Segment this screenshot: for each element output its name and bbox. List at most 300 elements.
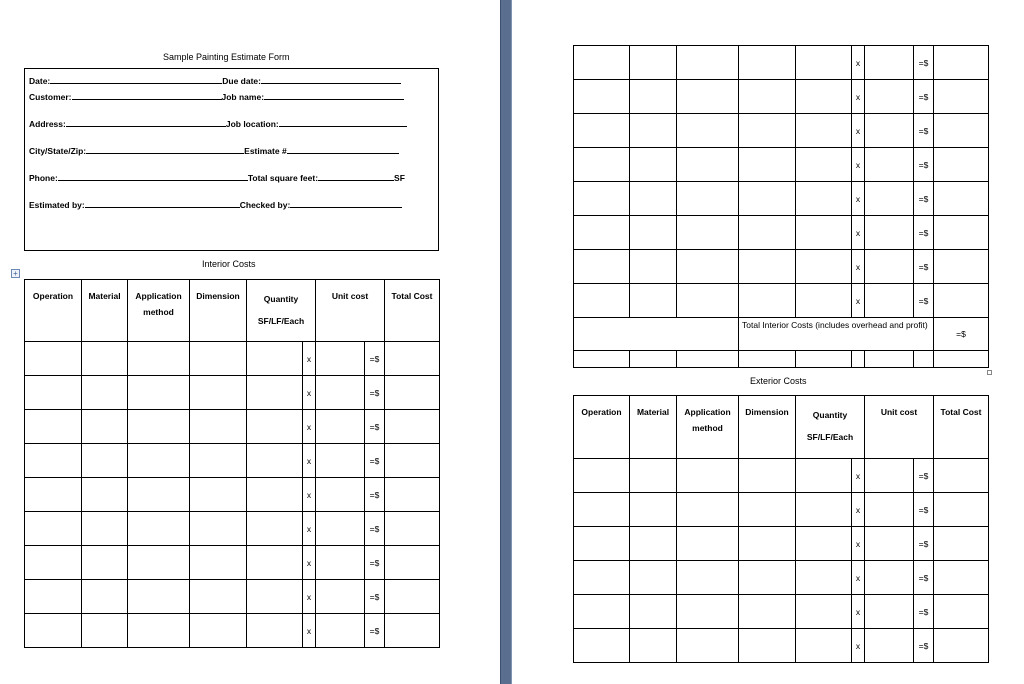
equals-cell: =$ bbox=[914, 250, 934, 284]
equals-cell: =$ bbox=[365, 512, 385, 546]
empty-cell[interactable] bbox=[796, 351, 852, 368]
empty-cell[interactable] bbox=[574, 351, 630, 368]
table-row bbox=[574, 148, 989, 182]
application-cell[interactable] bbox=[128, 546, 190, 580]
empty-cell[interactable] bbox=[852, 351, 865, 368]
address-label: Address: bbox=[29, 119, 66, 129]
multiply-cell: x bbox=[852, 561, 865, 595]
material-cell[interactable] bbox=[630, 527, 677, 561]
quantity-cell[interactable] bbox=[247, 614, 303, 648]
unit-cost-cell[interactable] bbox=[865, 561, 914, 595]
multiply-cell: x bbox=[852, 182, 865, 216]
application-cell[interactable] bbox=[677, 284, 739, 318]
table-row bbox=[574, 527, 989, 561]
quantity-cell[interactable] bbox=[796, 493, 852, 527]
unit-cost-cell[interactable] bbox=[865, 595, 914, 629]
job-name-field[interactable] bbox=[264, 98, 404, 100]
material-cell[interactable] bbox=[82, 410, 128, 444]
interior-total-row bbox=[574, 318, 989, 351]
empty-cell[interactable] bbox=[914, 351, 934, 368]
operation-cell[interactable] bbox=[25, 478, 82, 512]
exterior-costs-title: Exterior Costs bbox=[750, 376, 807, 386]
material-cell[interactable] bbox=[82, 478, 128, 512]
multiply-cell: x bbox=[303, 580, 316, 614]
unit-cost-cell[interactable] bbox=[316, 512, 365, 546]
multiply-cell: x bbox=[852, 284, 865, 318]
operation-cell[interactable] bbox=[25, 410, 82, 444]
table-row bbox=[574, 182, 989, 216]
dimension-cell[interactable] bbox=[739, 493, 796, 527]
quantity-cell[interactable] bbox=[796, 595, 852, 629]
material-cell[interactable] bbox=[82, 580, 128, 614]
col-operation: Operation bbox=[25, 280, 82, 342]
application-cell[interactable] bbox=[677, 561, 739, 595]
application-cell[interactable] bbox=[677, 182, 739, 216]
table-row bbox=[25, 444, 440, 478]
unit-cost-cell[interactable] bbox=[865, 148, 914, 182]
ext-col-dimension: Dimension bbox=[739, 396, 796, 459]
dimension-cell[interactable] bbox=[739, 114, 796, 148]
ext-col-operation: Operation bbox=[574, 396, 630, 459]
equals-cell: =$ bbox=[365, 614, 385, 648]
date-label: Date: bbox=[29, 76, 51, 86]
unit-cost-cell[interactable] bbox=[865, 250, 914, 284]
multiply-cell: x bbox=[852, 216, 865, 250]
application-cell[interactable] bbox=[677, 527, 739, 561]
table-move-handle-icon[interactable]: + bbox=[11, 269, 20, 278]
application-cell[interactable] bbox=[128, 410, 190, 444]
col-dimension: Dimension bbox=[190, 280, 247, 342]
material-cell[interactable] bbox=[82, 342, 128, 376]
table-row bbox=[25, 580, 440, 614]
operation-cell[interactable] bbox=[574, 284, 630, 318]
total-interior-costs-label: Total Interior Costs (includes overhead and profit) bbox=[739, 318, 934, 351]
total-cost-cell[interactable] bbox=[934, 216, 989, 250]
operation-cell[interactable] bbox=[574, 216, 630, 250]
total-cost-cell[interactable] bbox=[934, 629, 989, 663]
dimension-cell[interactable] bbox=[739, 284, 796, 318]
dimension-cell[interactable] bbox=[190, 376, 247, 410]
material-cell[interactable] bbox=[630, 284, 677, 318]
table-row bbox=[25, 546, 440, 580]
quantity-cell[interactable] bbox=[247, 478, 303, 512]
dimension-cell[interactable] bbox=[739, 459, 796, 493]
col-total-cost: Total Cost bbox=[385, 280, 440, 342]
quantity-units-label: SF/LF/Each bbox=[257, 316, 305, 326]
total-sq-ft-label: Total square feet: bbox=[247, 173, 319, 183]
operation-cell[interactable] bbox=[25, 342, 82, 376]
material-cell[interactable] bbox=[82, 512, 128, 546]
dimension-cell[interactable] bbox=[739, 182, 796, 216]
operation-cell[interactable] bbox=[25, 546, 82, 580]
phone-label: Phone: bbox=[29, 173, 58, 183]
total-cost-cell[interactable] bbox=[934, 527, 989, 561]
operation-cell[interactable] bbox=[25, 580, 82, 614]
operation-cell[interactable] bbox=[25, 444, 82, 478]
unit-cost-cell[interactable] bbox=[316, 478, 365, 512]
equals-cell: =$ bbox=[914, 459, 934, 493]
total-sq-ft-field[interactable] bbox=[318, 179, 394, 181]
operation-cell[interactable] bbox=[574, 459, 630, 493]
ext-quantity-units-label: SF/LF/Each bbox=[806, 432, 854, 442]
dimension-cell[interactable] bbox=[190, 512, 247, 546]
application-cell[interactable] bbox=[677, 46, 739, 80]
table-row bbox=[574, 561, 989, 595]
quantity-cell[interactable] bbox=[796, 250, 852, 284]
dimension-cell[interactable] bbox=[190, 478, 247, 512]
exterior-costs-table bbox=[573, 395, 989, 663]
unit-cost-cell[interactable] bbox=[316, 614, 365, 648]
total-cost-cell[interactable] bbox=[385, 444, 440, 478]
multiply-cell: x bbox=[852, 46, 865, 80]
checked-by-field[interactable] bbox=[290, 206, 402, 208]
ext-col-unit-cost: Unit cost bbox=[865, 396, 934, 459]
checked-by-label: Checked by: bbox=[239, 200, 291, 210]
unit-cost-cell[interactable] bbox=[865, 80, 914, 114]
table-row bbox=[574, 459, 989, 493]
dimension-cell[interactable] bbox=[739, 46, 796, 80]
unit-cost-cell[interactable] bbox=[865, 493, 914, 527]
estimated-row bbox=[29, 200, 402, 210]
multiply-cell: x bbox=[852, 629, 865, 663]
empty-cell[interactable] bbox=[677, 351, 739, 368]
table-row bbox=[574, 250, 989, 284]
dimension-cell[interactable] bbox=[739, 527, 796, 561]
equals-cell: =$ bbox=[365, 342, 385, 376]
unit-cost-cell[interactable] bbox=[865, 629, 914, 663]
equals-cell: =$ bbox=[914, 216, 934, 250]
total-cost-cell[interactable] bbox=[934, 284, 989, 318]
unit-cost-cell[interactable] bbox=[865, 527, 914, 561]
quantity-cell[interactable] bbox=[247, 376, 303, 410]
table-row bbox=[25, 512, 440, 546]
total-cost-cell[interactable] bbox=[934, 80, 989, 114]
multiply-cell: x bbox=[303, 546, 316, 580]
dimension-cell[interactable] bbox=[739, 148, 796, 182]
total-cost-cell[interactable] bbox=[934, 561, 989, 595]
phone-row bbox=[29, 173, 405, 183]
operation-cell[interactable] bbox=[574, 148, 630, 182]
ext-col-application-method: Application method bbox=[677, 396, 739, 459]
quantity-label: Quantity bbox=[263, 294, 299, 304]
table-row bbox=[25, 478, 440, 512]
equals-cell: =$ bbox=[365, 410, 385, 444]
document-page-1 bbox=[0, 0, 500, 684]
total-interior-costs-value[interactable]: =$ bbox=[934, 318, 989, 351]
form-title: Sample Painting Estimate Form bbox=[163, 52, 290, 62]
equals-cell: =$ bbox=[914, 561, 934, 595]
multiply-cell: x bbox=[303, 376, 316, 410]
total-cost-cell[interactable] bbox=[934, 493, 989, 527]
operation-cell[interactable] bbox=[574, 250, 630, 284]
date-field[interactable] bbox=[50, 82, 222, 84]
document-page-2 bbox=[512, 0, 1024, 684]
customer-info-box bbox=[24, 68, 439, 251]
phone-field[interactable] bbox=[58, 179, 248, 181]
operation-cell[interactable] bbox=[574, 182, 630, 216]
total-cost-cell[interactable] bbox=[385, 546, 440, 580]
total-cost-cell[interactable] bbox=[934, 250, 989, 284]
application-cell[interactable] bbox=[128, 512, 190, 546]
multiply-cell: x bbox=[303, 410, 316, 444]
quantity-cell[interactable] bbox=[247, 444, 303, 478]
table-row bbox=[574, 216, 989, 250]
total-cost-cell[interactable] bbox=[385, 580, 440, 614]
material-cell[interactable] bbox=[630, 629, 677, 663]
dimension-cell[interactable] bbox=[739, 629, 796, 663]
total-cost-cell[interactable] bbox=[934, 459, 989, 493]
total-cost-cell[interactable] bbox=[934, 182, 989, 216]
material-cell[interactable] bbox=[630, 493, 677, 527]
quantity-cell[interactable] bbox=[247, 546, 303, 580]
material-cell[interactable] bbox=[630, 595, 677, 629]
material-cell[interactable] bbox=[82, 614, 128, 648]
material-cell[interactable] bbox=[630, 459, 677, 493]
multiply-cell: x bbox=[303, 614, 316, 648]
operation-cell[interactable] bbox=[574, 595, 630, 629]
estimated-by-field[interactable] bbox=[85, 206, 240, 208]
unit-cost-cell[interactable] bbox=[316, 580, 365, 614]
quantity-cell[interactable] bbox=[796, 148, 852, 182]
application-cell[interactable] bbox=[128, 444, 190, 478]
multiply-cell: x bbox=[852, 527, 865, 561]
interior-costs-title: Interior Costs bbox=[202, 259, 256, 269]
application-cell[interactable] bbox=[128, 614, 190, 648]
operation-cell[interactable] bbox=[25, 614, 82, 648]
dimension-cell[interactable] bbox=[190, 580, 247, 614]
total-cost-cell[interactable] bbox=[934, 46, 989, 80]
application-cell[interactable] bbox=[677, 459, 739, 493]
application-cell[interactable] bbox=[677, 629, 739, 663]
customer-field[interactable] bbox=[72, 98, 222, 100]
unit-cost-cell[interactable] bbox=[865, 459, 914, 493]
operation-cell[interactable] bbox=[574, 80, 630, 114]
equals-cell: =$ bbox=[914, 284, 934, 318]
date-row bbox=[29, 76, 401, 86]
equals-cell: =$ bbox=[914, 148, 934, 182]
interior-costs-table bbox=[24, 279, 440, 648]
quantity-cell[interactable] bbox=[796, 459, 852, 493]
quantity-cell[interactable] bbox=[796, 216, 852, 250]
material-cell[interactable] bbox=[82, 376, 128, 410]
multiply-cell: x bbox=[852, 114, 865, 148]
operation-cell[interactable] bbox=[25, 376, 82, 410]
unit-cost-cell[interactable] bbox=[316, 342, 365, 376]
equals-cell: =$ bbox=[365, 444, 385, 478]
equals-cell: =$ bbox=[914, 182, 934, 216]
empty-cell[interactable] bbox=[865, 351, 914, 368]
table-row bbox=[574, 629, 989, 663]
total-cost-cell[interactable] bbox=[385, 512, 440, 546]
unit-cost-cell[interactable] bbox=[316, 376, 365, 410]
material-cell[interactable] bbox=[630, 148, 677, 182]
job-name-label: Job name: bbox=[221, 92, 265, 102]
city-row bbox=[29, 146, 399, 156]
customer-label: Customer: bbox=[29, 92, 72, 102]
operation-cell[interactable] bbox=[25, 512, 82, 546]
application-cell[interactable] bbox=[128, 478, 190, 512]
equals-cell: =$ bbox=[365, 580, 385, 614]
quantity-cell[interactable] bbox=[796, 80, 852, 114]
city-state-zip-field[interactable] bbox=[86, 152, 244, 154]
ext-col-material: Material bbox=[630, 396, 677, 459]
total-cost-cell[interactable] bbox=[385, 410, 440, 444]
col-application-method: Application method bbox=[128, 280, 190, 342]
material-cell[interactable] bbox=[630, 182, 677, 216]
multiply-cell: x bbox=[852, 493, 865, 527]
empty-cell[interactable] bbox=[630, 351, 677, 368]
total-cost-cell[interactable] bbox=[385, 342, 440, 376]
application-cell[interactable] bbox=[128, 342, 190, 376]
dimension-cell[interactable] bbox=[739, 561, 796, 595]
multiply-cell: x bbox=[852, 595, 865, 629]
operation-cell[interactable] bbox=[574, 114, 630, 148]
estimated-by-label: Estimated by: bbox=[29, 200, 85, 210]
sf-unit-label: SF bbox=[394, 173, 405, 183]
ext-col-quantity bbox=[796, 396, 865, 459]
ext-quantity-label: Quantity bbox=[812, 410, 848, 420]
quantity-cell[interactable] bbox=[247, 580, 303, 614]
table-row bbox=[574, 595, 989, 629]
operation-cell[interactable] bbox=[574, 561, 630, 595]
total-blank-cell bbox=[574, 318, 739, 351]
due-date-label: Due date: bbox=[222, 76, 261, 86]
quantity-cell[interactable] bbox=[796, 527, 852, 561]
material-cell[interactable] bbox=[630, 114, 677, 148]
col-unit-cost: Unit cost bbox=[316, 280, 385, 342]
ext-col-total-cost: Total Cost bbox=[934, 396, 989, 459]
total-cost-cell[interactable] bbox=[934, 114, 989, 148]
table-row bbox=[25, 376, 440, 410]
multiply-cell: x bbox=[852, 459, 865, 493]
multiply-cell: x bbox=[303, 342, 316, 376]
job-location-field[interactable] bbox=[279, 125, 407, 127]
col-material: Material bbox=[82, 280, 128, 342]
interior-header-row bbox=[25, 280, 440, 342]
table-row bbox=[25, 342, 440, 376]
material-cell[interactable] bbox=[82, 546, 128, 580]
total-cost-cell[interactable] bbox=[385, 478, 440, 512]
material-cell[interactable] bbox=[630, 250, 677, 284]
unit-cost-cell[interactable] bbox=[865, 46, 914, 80]
empty-cell[interactable] bbox=[739, 351, 796, 368]
operation-cell[interactable] bbox=[574, 629, 630, 663]
dimension-cell[interactable] bbox=[739, 250, 796, 284]
quantity-cell[interactable] bbox=[796, 561, 852, 595]
material-cell[interactable] bbox=[630, 80, 677, 114]
table-row bbox=[25, 614, 440, 648]
equals-cell: =$ bbox=[914, 595, 934, 629]
unit-cost-cell[interactable] bbox=[865, 284, 914, 318]
multiply-cell: x bbox=[852, 250, 865, 284]
quantity-cell[interactable] bbox=[796, 284, 852, 318]
multiply-cell: x bbox=[303, 512, 316, 546]
equals-cell: =$ bbox=[365, 546, 385, 580]
application-cell[interactable] bbox=[128, 376, 190, 410]
material-cell[interactable] bbox=[630, 46, 677, 80]
multiply-cell: x bbox=[852, 148, 865, 182]
total-cost-cell[interactable] bbox=[934, 148, 989, 182]
table-row bbox=[574, 493, 989, 527]
quantity-cell[interactable] bbox=[247, 342, 303, 376]
quantity-cell[interactable] bbox=[247, 512, 303, 546]
unit-cost-cell[interactable] bbox=[316, 410, 365, 444]
table-resize-handle-icon[interactable] bbox=[987, 370, 992, 375]
unit-cost-cell[interactable] bbox=[865, 216, 914, 250]
quantity-cell[interactable] bbox=[796, 629, 852, 663]
table-row bbox=[574, 80, 989, 114]
empty-cell[interactable] bbox=[934, 351, 989, 368]
dimension-cell[interactable] bbox=[739, 595, 796, 629]
application-cell[interactable] bbox=[677, 148, 739, 182]
equals-cell: =$ bbox=[914, 527, 934, 561]
dimension-cell[interactable] bbox=[190, 342, 247, 376]
equals-cell: =$ bbox=[365, 376, 385, 410]
job-location-label: Job location: bbox=[225, 119, 279, 129]
dimension-cell[interactable] bbox=[190, 444, 247, 478]
dimension-cell[interactable] bbox=[739, 80, 796, 114]
quantity-cell[interactable] bbox=[247, 410, 303, 444]
equals-cell: =$ bbox=[914, 493, 934, 527]
equals-cell: =$ bbox=[914, 46, 934, 80]
unit-cost-cell[interactable] bbox=[316, 546, 365, 580]
dimension-cell[interactable] bbox=[739, 216, 796, 250]
operation-cell[interactable] bbox=[574, 46, 630, 80]
application-cell[interactable] bbox=[677, 80, 739, 114]
quantity-cell[interactable] bbox=[796, 46, 852, 80]
operation-cell[interactable] bbox=[574, 527, 630, 561]
address-field[interactable] bbox=[66, 125, 226, 127]
table-row bbox=[25, 410, 440, 444]
total-cost-cell[interactable] bbox=[385, 614, 440, 648]
material-cell[interactable] bbox=[82, 444, 128, 478]
unit-cost-cell[interactable] bbox=[316, 444, 365, 478]
table-row bbox=[574, 114, 989, 148]
table-row bbox=[574, 351, 989, 368]
dimension-cell[interactable] bbox=[190, 614, 247, 648]
equals-cell: =$ bbox=[914, 80, 934, 114]
quantity-cell[interactable] bbox=[796, 114, 852, 148]
application-cell[interactable] bbox=[677, 250, 739, 284]
quantity-cell[interactable] bbox=[796, 182, 852, 216]
estimate-no-label: Estimate # bbox=[244, 146, 287, 156]
application-cell[interactable] bbox=[677, 114, 739, 148]
operation-cell[interactable] bbox=[574, 493, 630, 527]
page-separator bbox=[500, 0, 512, 684]
total-cost-cell[interactable] bbox=[385, 376, 440, 410]
application-cell[interactable] bbox=[677, 493, 739, 527]
customer-row bbox=[29, 92, 404, 102]
dimension-cell[interactable] bbox=[190, 546, 247, 580]
dimension-cell[interactable] bbox=[190, 410, 247, 444]
application-cell[interactable] bbox=[128, 580, 190, 614]
equals-cell: =$ bbox=[914, 114, 934, 148]
multiply-cell: x bbox=[303, 444, 316, 478]
total-cost-cell[interactable] bbox=[934, 595, 989, 629]
exterior-header-row bbox=[574, 396, 989, 459]
material-cell[interactable] bbox=[630, 216, 677, 250]
unit-cost-cell[interactable] bbox=[865, 114, 914, 148]
application-cell[interactable] bbox=[677, 595, 739, 629]
multiply-cell: x bbox=[303, 478, 316, 512]
interior-costs-table-continued bbox=[573, 45, 989, 368]
due-date-field[interactable] bbox=[261, 82, 401, 84]
multiply-cell: x bbox=[852, 80, 865, 114]
estimate-no-field[interactable] bbox=[287, 152, 399, 154]
material-cell[interactable] bbox=[630, 561, 677, 595]
unit-cost-cell[interactable] bbox=[865, 182, 914, 216]
application-cell[interactable] bbox=[677, 216, 739, 250]
